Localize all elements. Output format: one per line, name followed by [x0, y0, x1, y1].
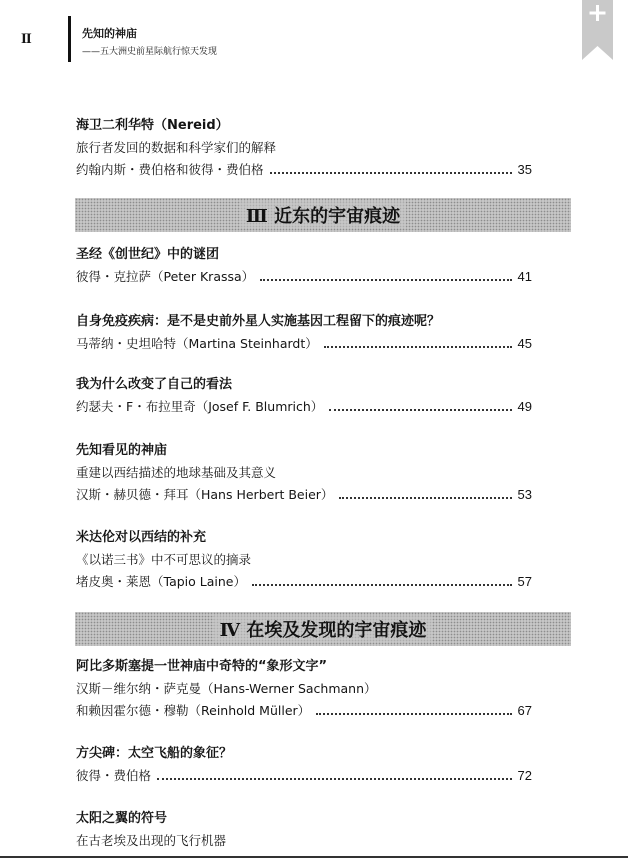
entry-title: 阿比多斯塞提一世神庙中奇特的“象形文字” [76, 659, 328, 674]
entry-title: 太阳之翼的符号 [76, 811, 168, 826]
entry-author-line [76, 396, 532, 418]
entry-author: 汉斯－维尔纳・萨克曼（Hans-Werner Sachmann） [76, 681, 377, 696]
toc-entry[interactable] [76, 374, 532, 418]
entry-subtitle: 《以诺三书》中不可思议的摘录 [76, 552, 252, 567]
entry-author: 约翰内斯・费伯格和彼得・费伯格 [76, 162, 264, 177]
entry-title: 先知看见的神庙 [76, 443, 168, 458]
entry-page: 45 [517, 336, 532, 351]
toc-entry[interactable] [76, 527, 532, 593]
entry-subtitle: 在古老埃及出现的飞行机器 [76, 833, 227, 848]
entry-author-line [76, 159, 532, 181]
leader-dots [157, 778, 512, 780]
entry-page: 57 [517, 574, 532, 589]
toc-entry[interactable] [76, 440, 532, 506]
entry-author: 和赖因霍尔德・穆勒（Reinhold Müller） [76, 703, 311, 718]
entry-title: 海卫二利华特（Nereid） [76, 118, 229, 133]
entry-subtitle: 重建以西结描述的地球基础及其意义 [76, 465, 277, 480]
section-header-3 [75, 198, 571, 232]
leader-dots [316, 713, 511, 715]
leader-dots [260, 279, 511, 281]
leader-dots [252, 584, 512, 586]
section-header-4 [75, 612, 571, 646]
entry-title: 圣经《创世纪》中的谜团 [76, 247, 220, 262]
header-bar [68, 16, 71, 62]
entry-author-line [76, 484, 532, 506]
entry-author-line [76, 571, 532, 593]
toc-entry[interactable] [76, 115, 532, 181]
entry-page: 72 [517, 768, 532, 783]
leader-dots [329, 409, 511, 411]
entry-page: 35 [517, 162, 532, 177]
section-label: Ⅳ 在埃及发现的宇宙痕迹 [214, 616, 433, 642]
entry-author-line [76, 266, 532, 288]
page-number: II [21, 31, 31, 47]
entry-title: 我为什么改变了自己的看法 [76, 377, 233, 392]
entry-title: 自身免疫疾病：是不是史前外星人实施基因工程留下的痕迹呢？ [76, 314, 441, 329]
entry-title: 方尖碑：太空飞船的象征？ [76, 746, 233, 761]
book-subtitle: ——五大洲史前星际航行惊天发现 [82, 47, 218, 57]
leader-dots [270, 172, 512, 174]
toc-entry[interactable] [76, 244, 532, 288]
entry-author: 汉斯・赫贝德・拜耳（Hans Herbert Beier） [76, 487, 334, 502]
entry-author: 堵皮奥・莱恩（Tapio Laine） [76, 574, 246, 589]
bookmark-icon[interactable] [582, 0, 613, 60]
entry-author-line [76, 765, 532, 787]
entry-author-line [76, 333, 532, 355]
entry-page: 49 [517, 399, 532, 414]
entry-page: 41 [517, 269, 532, 284]
book-title: 先知的神庙 [82, 27, 137, 40]
leader-dots [324, 346, 512, 348]
entry-author: 马蒂纳・史坦哈特（Martina Steinhardt） [76, 336, 318, 351]
entry-title: 米达伦对以西结的补充 [76, 530, 207, 545]
toc-entry[interactable] [76, 656, 532, 722]
toc-entry[interactable] [76, 743, 532, 787]
toc-entry[interactable] [76, 808, 532, 852]
section-label: Ⅲ 近东的宇宙痕迹 [240, 202, 406, 228]
entry-author: 彼得・克拉萨（Peter Krassa） [76, 269, 255, 284]
entry-author-line [76, 700, 532, 722]
entry-author: 彼得・费伯格 [76, 768, 152, 783]
entry-subtitle: 旅行者发回的数据和科学家们的解释 [76, 140, 277, 155]
entry-page: 53 [517, 487, 532, 502]
entry-page: 67 [517, 703, 532, 718]
entry-author: 约瑟夫・F・布拉里奇（Josef F. Blumrich） [76, 399, 324, 414]
toc-entry[interactable] [76, 311, 532, 355]
leader-dots [339, 497, 511, 499]
